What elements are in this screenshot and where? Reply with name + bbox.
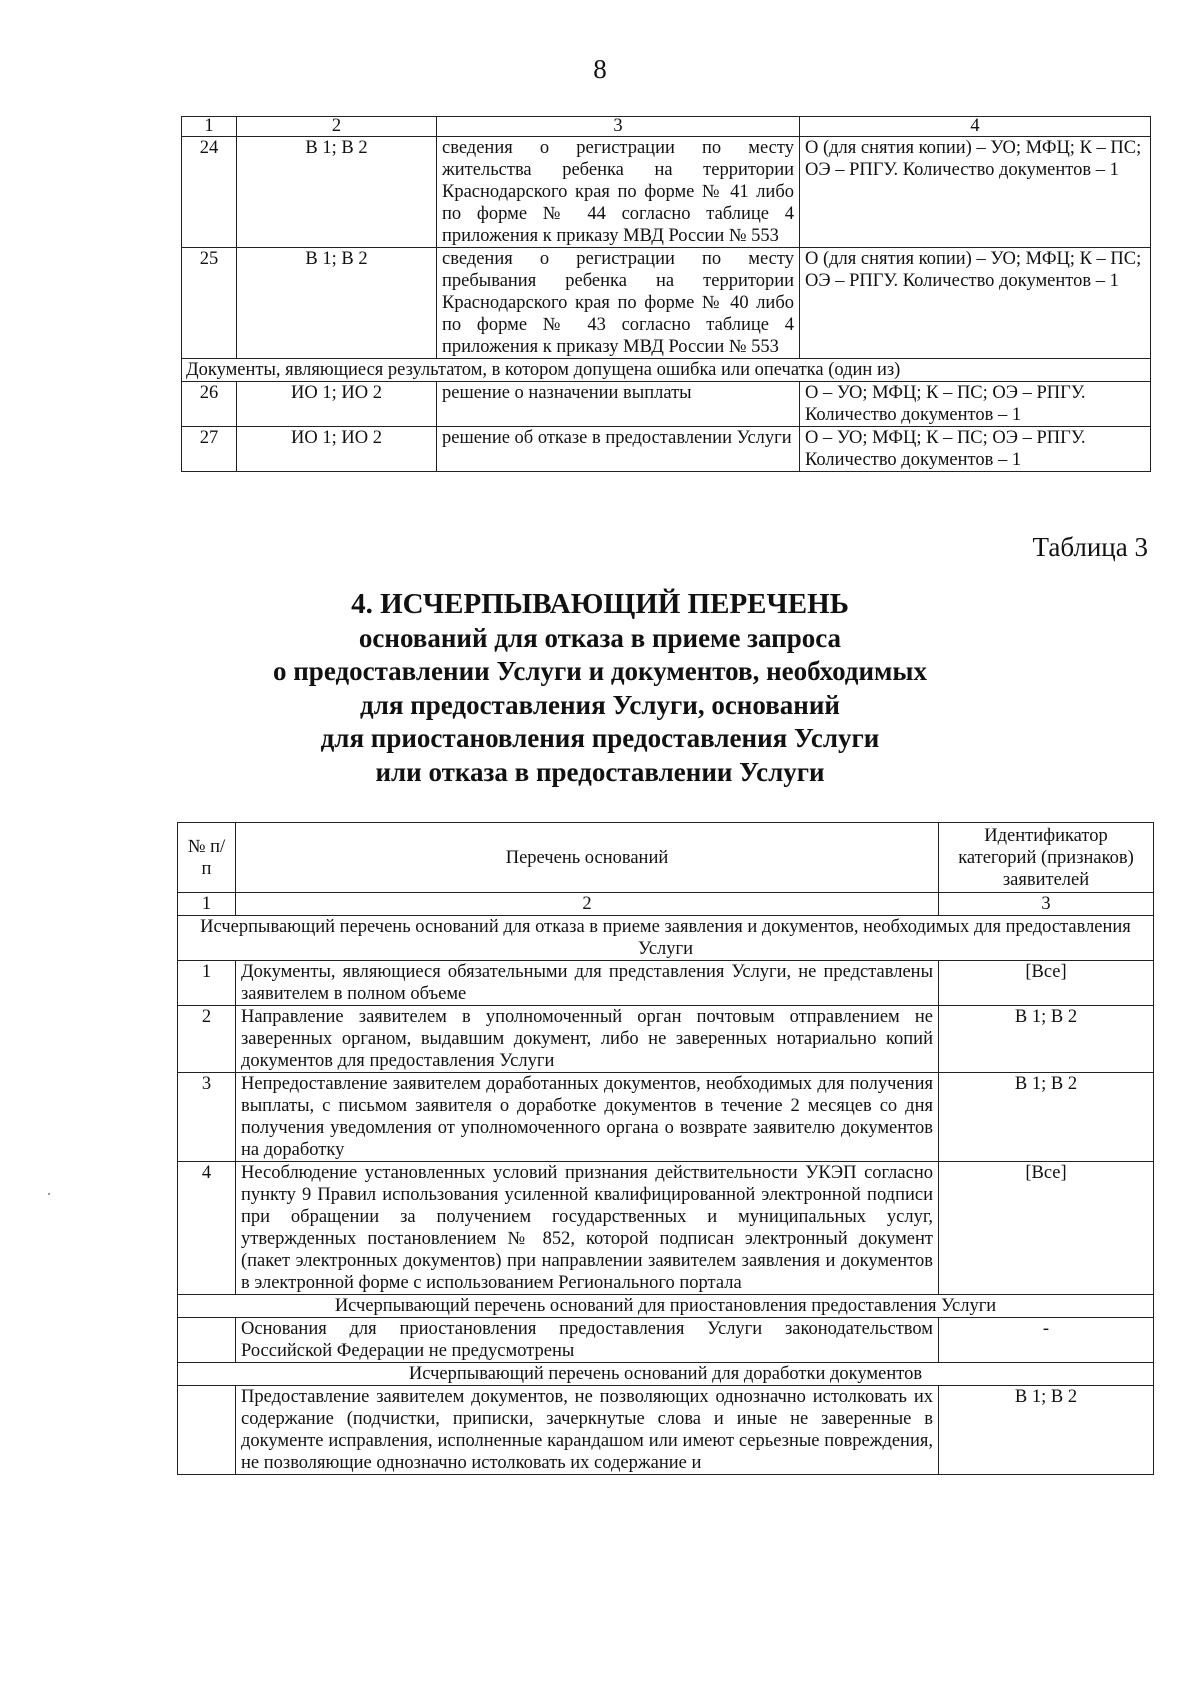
header-row	[178, 823, 1154, 893]
document-description: сведения о регистрации по месту пребывания ребенка на территории Краснодарского края по форме № 40 либо по форме № 43 согласно таблице 4 приложения к приказу МВД России № 553	[437, 248, 800, 359]
scan-speck	[48, 1193, 50, 1195]
submission-method: О (для снятия копии) – УО; МФЦ; К – ПС; ОЭ – РПГУ. Количество документов – 1	[800, 137, 1151, 248]
section-row	[178, 1363, 1154, 1386]
submission-method: О – УО; МФЦ; К – ПС; ОЭ – РПГУ. Количество документов – 1	[800, 427, 1151, 472]
applicant-category: В 1; В 2	[237, 248, 437, 359]
document-description: сведения о регистрации по месту жительства ребенка на территории Краснодарского края по форме № 41 либо по форме № 44 согласно таблице 4 приложения к приказу МВД России № 553	[437, 137, 800, 248]
ground-text: Основания для приостановления предоставления Услуги законодательством Российской Федерации не предусмотрены	[236, 1318, 939, 1363]
ground-text: Направление заявителем в уполномоченный орган почтовым отправлением не заверенных органом, выдавшим документ, либо не заверенных нотариально копий документов для предоставления Услуги	[236, 1006, 939, 1073]
section-heading: Исчерпывающий перечень оснований для приостановления предоставления Услуги	[178, 1295, 1154, 1318]
applicant-identifier: -	[939, 1318, 1154, 1363]
column-number: 2	[236, 893, 939, 916]
title-line: 4. ИСЧЕРПЫВАЮЩИЙ ПЕРЕЧЕНЬ	[351, 588, 849, 620]
submission-method: О (для снятия копии) – УО; МФЦ; К – ПС; ОЭ – РПГУ. Количество документов – 1	[800, 248, 1151, 359]
documents-table	[181, 116, 1151, 472]
header-identifier: Идентификатор категорий (признаков) заявителей	[939, 823, 1154, 893]
section-heading: Исчерпывающий перечень оснований для доработки документов	[178, 1363, 1154, 1386]
section-row	[178, 916, 1154, 961]
row-number: 4	[178, 1162, 236, 1295]
row-number: 3	[178, 1073, 236, 1162]
column-number: 4	[800, 117, 1151, 137]
ground-text: Непредоставление заявителем доработанных документов, необходимых для получения выплаты, с письмом заявителя о доработке документов в течение 2 месяцев со дня получения уведомления от уполномоченного органа о возврате заявителю документов на доработку	[236, 1073, 939, 1162]
title-line: для предоставления Услуги, оснований	[360, 689, 840, 720]
column-number: 1	[182, 117, 237, 137]
applicant-category: В 1; В 2	[237, 137, 437, 248]
applicant-identifier: В 1; В 2	[939, 1386, 1154, 1475]
row-number: 24	[182, 137, 237, 248]
row-number: 27	[182, 427, 237, 472]
row-number: 26	[182, 382, 237, 427]
section-heading: Исчерпывающий перечень оснований для отказа в приеме заявления и документов, необходимых для предоставления Услуги	[178, 916, 1154, 961]
applicant-identifier: В 1; В 2	[939, 1073, 1154, 1162]
title-line: для приостановления предоставления Услуги	[320, 723, 880, 753]
page-number: 8	[593, 54, 607, 84]
applicant-identifier: В 1; В 2	[939, 1006, 1154, 1073]
section-row	[178, 1295, 1154, 1318]
document-description: решение о назначении выплаты	[437, 382, 800, 427]
title-line: или отказа в предоставлении Услуги	[375, 756, 825, 787]
section-row	[182, 359, 1151, 382]
table-row	[178, 1006, 1154, 1073]
row-number	[178, 1386, 236, 1475]
column-number: 3	[939, 893, 1154, 916]
table-row	[178, 961, 1154, 1006]
column-number: 3	[437, 117, 800, 137]
row-number: 1	[178, 961, 236, 1006]
table-caption: Таблица 3	[1032, 532, 1148, 562]
table-row	[182, 137, 1151, 248]
row-number: 2	[178, 1006, 236, 1073]
ground-text: Предоставление заявителем документов, не позволяющих однозначно истолковать их содержание (подчистки, приписки, зачеркнутые слова и иные не заверенные в документе исправления, исполненные карандашом или имеют серьезные повреждения, не позволяющие однозначно истолковать их содержание и	[236, 1386, 939, 1475]
table-row	[178, 1162, 1154, 1295]
applicant-identifier: [Все]	[939, 1162, 1154, 1295]
grounds-table	[177, 822, 1154, 1475]
column-number: 1	[178, 893, 236, 916]
table-row	[178, 1073, 1154, 1162]
table-row	[182, 248, 1151, 359]
column-number-row	[178, 893, 1154, 916]
header-number: № п/п	[178, 823, 236, 893]
row-number: 25	[182, 248, 237, 359]
title-line: оснований для отказа в приеме запроса	[358, 622, 842, 653]
column-number: 2	[237, 117, 437, 137]
table-row	[178, 1318, 1154, 1363]
table-row	[182, 427, 1151, 472]
row-number	[178, 1318, 236, 1363]
table-row	[178, 1386, 1154, 1475]
section-heading: Документы, являющиеся результатом, в котором допущена ошибка или опечатка (один из)	[182, 359, 1151, 382]
ground-text: Документы, являющиеся обязательными для представления Услуги, не представлены заявителем в полном объеме	[236, 961, 939, 1006]
table-row	[182, 382, 1151, 427]
section-title	[0, 588, 1200, 789]
title-line: о предоставлении Услуги и документов, необходимых	[273, 656, 927, 686]
submission-method: О – УО; МФЦ; К – ПС; ОЭ – РПГУ. Количество документов – 1	[800, 382, 1151, 427]
applicant-category: ИО 1; ИО 2	[237, 427, 437, 472]
applicant-category: ИО 1; ИО 2	[237, 382, 437, 427]
column-number-row	[182, 117, 1151, 137]
header-grounds: Перечень оснований	[236, 823, 939, 893]
ground-text: Несоблюдение установленных условий признания действительности УКЭП согласно пункту 9 Правил использования усиленной квалифицированной электронной подписи при обращении за получением государственных и муниципальных услуг, утвержденных постановлением № 852, которой подписан электронный документ (пакет электронных документов) при направлении заявителем заявления и документов в электронной форме с использованием Регионального портала	[236, 1162, 939, 1295]
document-description: решение об отказе в предоставлении Услуги	[437, 427, 800, 472]
applicant-identifier: [Все]	[939, 961, 1154, 1006]
